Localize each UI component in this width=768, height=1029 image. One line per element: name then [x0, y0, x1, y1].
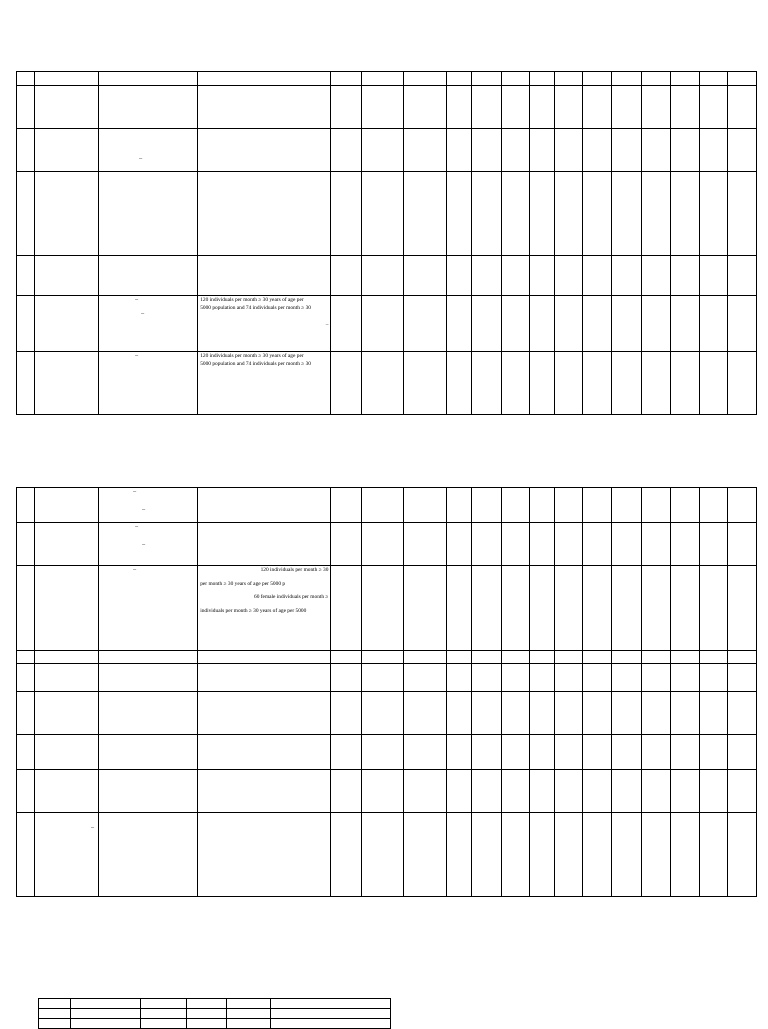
dash-mark: – — [142, 542, 146, 548]
cell-text: per month ≥ 30 years of age per 5000 p — [200, 580, 286, 587]
cell-text: 5000 population and 74 individuals per month ≥ 30 — [200, 360, 311, 367]
cell-text: individuals per month ≥ 30 years of age per 5000 — [200, 607, 307, 614]
cell-text: 60 female individuals per month ≥ — [254, 594, 329, 600]
table-row — [17, 129, 757, 172]
dash-mark: – — [142, 507, 146, 513]
data-table-2 — [16, 487, 757, 897]
table-row — [17, 735, 757, 770]
dash-mark: – — [133, 489, 137, 495]
cell-text: 5000 population and 74 individuals per month ≥ 30 — [200, 304, 311, 311]
table-row — [17, 651, 757, 664]
cell-text: 120 individuals per month ≥ 30 years of age per — [200, 353, 304, 359]
data-table-3 — [38, 998, 391, 1029]
dash-mark: – — [135, 524, 139, 530]
table-row — [17, 770, 757, 813]
table-header-row — [39, 999, 391, 1009]
table-row — [17, 256, 757, 296]
dash-mark: – — [139, 156, 143, 162]
cell-text: 120 individuals per month ≥ 30 years of age per — [200, 297, 304, 303]
table-row — [17, 523, 757, 566]
table-row — [17, 296, 757, 352]
table-row — [17, 692, 757, 735]
table-header-row — [17, 72, 757, 86]
dash-mark: – — [91, 825, 95, 831]
table-row — [17, 172, 757, 256]
dash-mark: – — [133, 567, 137, 573]
data-table-1 — [16, 71, 757, 415]
table-row — [17, 664, 757, 692]
table-row — [17, 566, 757, 651]
dash-mark: – — [141, 311, 145, 317]
dash-mark: – — [325, 322, 329, 328]
table-row — [17, 352, 757, 415]
dash-mark: – — [135, 353, 139, 359]
table-row — [17, 86, 757, 129]
table-row — [17, 488, 757, 523]
table-row — [17, 813, 757, 897]
dash-mark: – — [135, 297, 139, 303]
cell-text: 120 individuals per month ≥ 30 — [260, 567, 329, 573]
table-row — [39, 1009, 391, 1019]
